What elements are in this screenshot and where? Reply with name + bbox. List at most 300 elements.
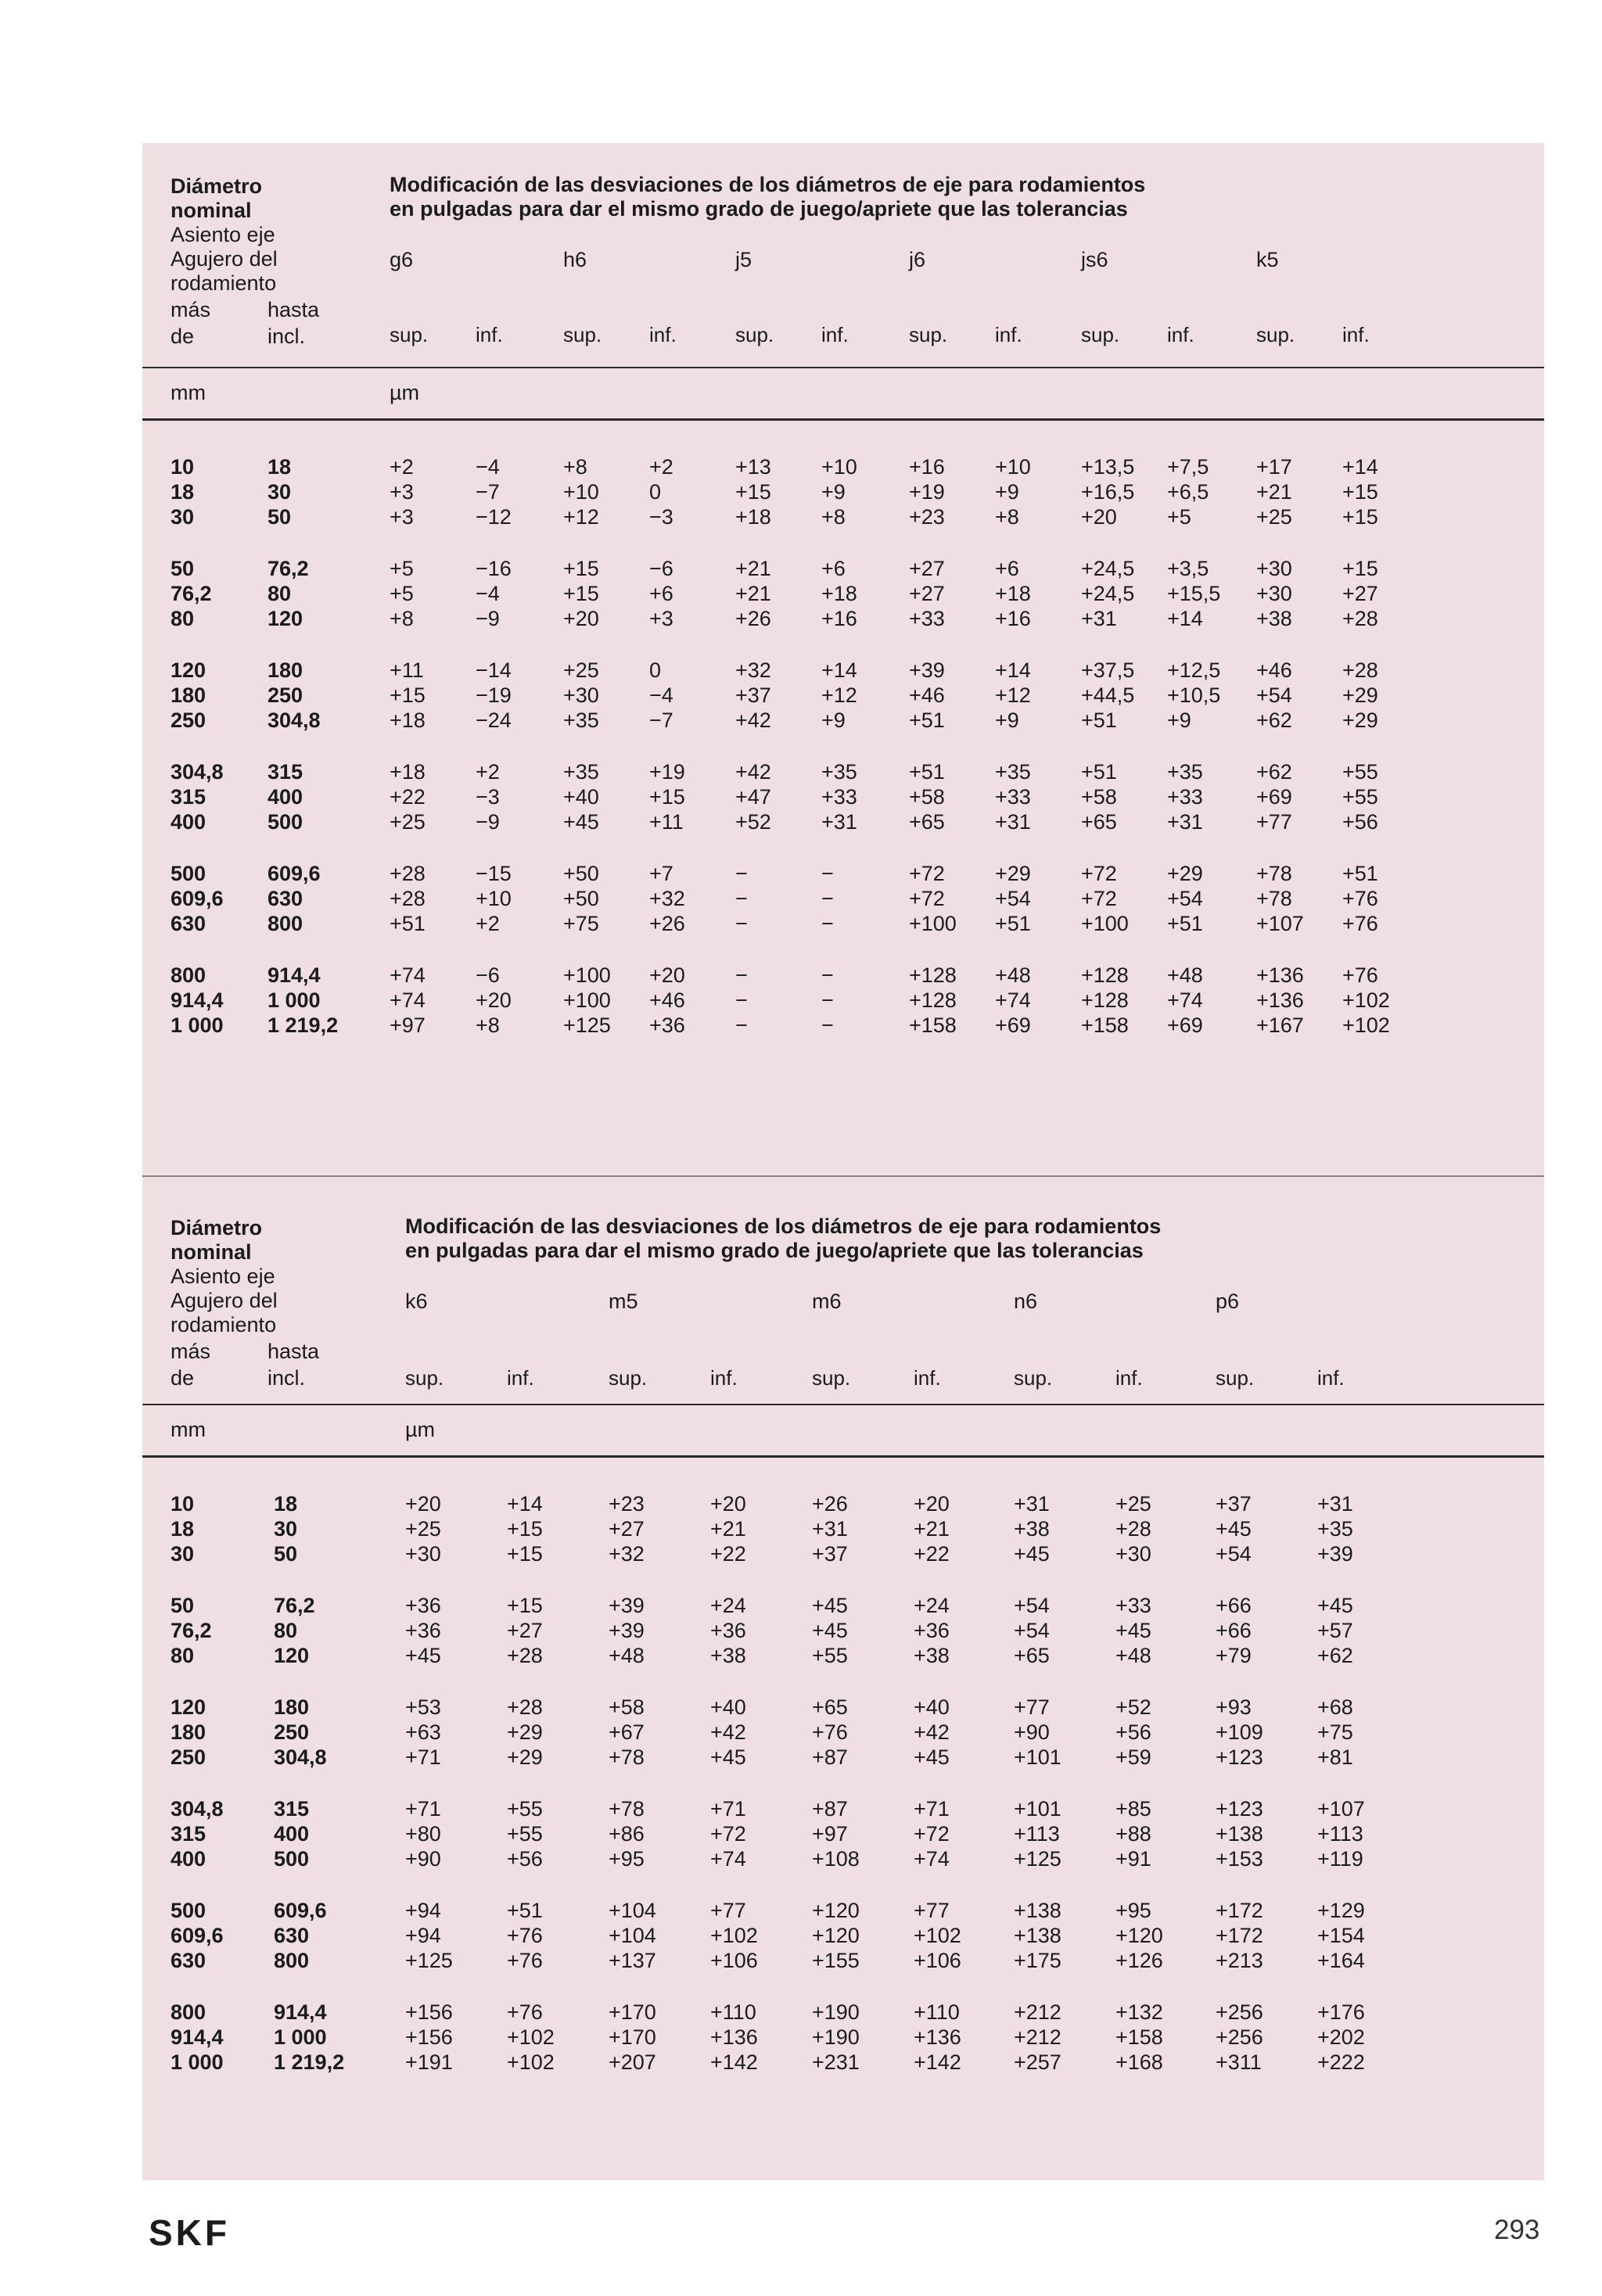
table-cell: +65 [1014, 1644, 1050, 1667]
table-cell: +21 [1256, 480, 1292, 504]
table-cell: +37,5 [1081, 658, 1135, 682]
table-cell: +86 [609, 1822, 645, 1846]
table-cell: +15 [507, 1517, 543, 1541]
table-cell: +28 [390, 862, 426, 885]
table-cell: +78 [1256, 887, 1292, 910]
diameter-to: 400 [274, 1822, 310, 1846]
column-header: sup. [609, 1366, 648, 1390]
table-cell: +213 [1216, 1949, 1263, 1972]
table-cell: +76 [1342, 912, 1378, 935]
table-cell: +87 [812, 1797, 848, 1821]
table-cell: +110 [914, 2000, 960, 2024]
column-header: inf. [649, 323, 677, 346]
table-cell: +54 [1167, 887, 1203, 910]
table-cell: +31 [812, 1517, 848, 1541]
table-cell: +53 [405, 1695, 441, 1719]
table-cell: +20 [476, 988, 512, 1012]
column-header: sup. [1216, 1366, 1255, 1390]
table-cell: +28 [390, 887, 426, 910]
grade-h6: h6 [563, 248, 587, 271]
table-cell: +164 [1317, 1949, 1365, 1972]
column-header: sup. [812, 1366, 851, 1390]
table-cell: +90 [1014, 1720, 1050, 1744]
diameter-to: 304,8 [268, 709, 321, 732]
table-cell: +45 [710, 1745, 746, 1769]
table-cell: +107 [1256, 912, 1304, 935]
table-cell: − [821, 963, 834, 987]
table-cell: − [735, 1013, 748, 1037]
table-cell: +125 [405, 1949, 453, 1972]
table-cell: +10 [995, 455, 1031, 479]
table-cell: +29 [507, 1720, 543, 1744]
table-cell: +75 [1317, 1720, 1353, 1744]
diameter-to: 120 [268, 607, 304, 630]
table-cell: +6 [649, 582, 673, 605]
table-cell: +77 [914, 1899, 950, 1922]
diameter-to: 76,2 [268, 557, 309, 580]
table-cell: +25 [405, 1517, 441, 1541]
table-cell: +72 [909, 887, 945, 910]
tolerance-table-1 [142, 143, 1544, 1175]
table-cell: +66 [1216, 1619, 1252, 1642]
table-cell: −16 [476, 557, 512, 580]
header-incl: incl. [268, 325, 306, 348]
table-cell: +71 [405, 1797, 441, 1821]
table-cell: +46 [1256, 658, 1292, 682]
diameter-from: 76,2 [171, 582, 212, 605]
column-header: sup. [735, 323, 774, 346]
table-cell: +32 [649, 887, 685, 910]
table-cell: +19 [909, 480, 945, 504]
header-de: de [171, 325, 195, 348]
table-cell: +31 [821, 810, 857, 834]
diameter-to: 250 [274, 1720, 310, 1744]
table-cell: +20 [710, 1492, 746, 1516]
table-cell: +42 [710, 1720, 746, 1744]
table-cell: +95 [1115, 1899, 1151, 1922]
table-cell: +13 [735, 455, 771, 479]
table-cell: +17 [1256, 455, 1292, 479]
table-cell: −4 [649, 683, 673, 707]
table-cell: +100 [1081, 912, 1129, 935]
table-cell: +102 [914, 1924, 961, 1947]
table-cell: +15 [563, 582, 599, 605]
table-cell: +28 [507, 1695, 543, 1719]
table-cell: +78 [1256, 862, 1292, 885]
table-cell: +129 [1317, 1899, 1365, 1922]
table-cell: +12 [563, 505, 599, 529]
table-cell: +128 [909, 963, 957, 987]
unit-mm: mm [171, 1418, 206, 1441]
table-cell: +138 [1216, 1822, 1263, 1846]
table-cell: +94 [405, 1924, 441, 1947]
table-cell: +48 [1115, 1644, 1151, 1667]
skf-logo-text: SKF [149, 2212, 230, 2251]
table-cell: +23 [909, 505, 945, 529]
table-cell: +11 [649, 810, 684, 834]
table-cell: +9 [995, 709, 1019, 732]
table-cell: +78 [609, 1797, 645, 1821]
diameter-to: 800 [274, 1949, 310, 1972]
diameter-from: 800 [171, 2000, 207, 2024]
column-header: sup. [563, 323, 602, 346]
table-cell: +6,5 [1167, 480, 1209, 504]
table-cell: +120 [1115, 1924, 1163, 1947]
table-cell: +172 [1216, 1924, 1263, 1947]
table-cell: +72 [710, 1822, 746, 1846]
table-cell: +28 [1342, 658, 1378, 682]
grade-n6: n6 [1014, 1290, 1038, 1313]
table-cell: +37 [812, 1542, 848, 1566]
table-cell: +16 [821, 607, 857, 630]
table-cell: +15 [507, 1542, 543, 1566]
table-cell: +55 [1342, 760, 1378, 784]
table-cell: +38 [914, 1644, 950, 1667]
table-cell: +16,5 [1081, 480, 1135, 504]
table-cell: +29 [1167, 862, 1203, 885]
table-cell: +87 [812, 1745, 848, 1769]
table-cell: +65 [909, 810, 945, 834]
table-cell: 0 [649, 658, 662, 682]
table-cell: +20 [405, 1492, 441, 1516]
unit-rule [142, 418, 1544, 421]
table-cell: +51 [1081, 760, 1117, 784]
header-rule [142, 1404, 1544, 1405]
table-cell: +128 [909, 988, 957, 1012]
table-cell: +79 [1216, 1644, 1252, 1667]
table-cell: +31 [1167, 810, 1203, 834]
table-cell: +55 [1342, 785, 1378, 809]
table-cell: +54 [1256, 683, 1292, 707]
table-cell: +167 [1256, 1013, 1304, 1037]
diameter-to: 76,2 [274, 1594, 315, 1617]
header-nominal: nominal [171, 1240, 252, 1264]
table-cell: +50 [563, 862, 599, 885]
table-cell: +33 [821, 785, 857, 809]
table-cell: +14 [507, 1492, 543, 1516]
table-cell: +22 [710, 1542, 746, 1566]
table-cell: +8 [390, 607, 414, 630]
diameter-to: 250 [268, 683, 304, 707]
table-cell: +68 [1317, 1695, 1353, 1719]
table-cell: +27 [909, 582, 945, 605]
table-cell: +45 [1216, 1517, 1252, 1541]
table-cell: +72 [914, 1822, 950, 1846]
table-cell: +2 [390, 455, 414, 479]
table-cell: +48 [609, 1644, 645, 1667]
table-cell: +222 [1317, 2050, 1365, 2074]
table-cell: +45 [1317, 1594, 1353, 1617]
diameter-from: 180 [171, 683, 207, 707]
column-header: sup. [390, 323, 429, 346]
diameter-to: 18 [268, 455, 292, 479]
table-cell: +51 [507, 1899, 543, 1922]
table-cell: +56 [1342, 810, 1378, 834]
table-cell: +32 [609, 1542, 645, 1566]
table-cell: +74 [390, 988, 426, 1012]
header-rodamiento: rodamiento [171, 1313, 277, 1336]
header-rule [142, 367, 1544, 368]
table-cell: +15,5 [1167, 582, 1221, 605]
diameter-to: 630 [274, 1924, 310, 1947]
table-cell: +29 [995, 862, 1031, 885]
table-cell: +191 [405, 2050, 453, 2074]
table-cell: +158 [1115, 2025, 1163, 2049]
table-cell: +40 [710, 1695, 746, 1719]
table-cell: +51 [995, 912, 1031, 935]
diameter-from: 18 [171, 480, 195, 504]
grade-js6: js6 [1081, 248, 1108, 271]
table-cell: +2 [476, 760, 500, 784]
table-cell: +66 [1216, 1594, 1252, 1617]
table-cell: +9 [995, 480, 1019, 504]
table-title-line-1: Modificación de las desviaciones de los diámetros de eje para rodamientos [405, 1214, 1162, 1238]
table-cell: −14 [476, 658, 512, 682]
diameter-from: 50 [171, 1594, 195, 1617]
table-cell: +71 [710, 1797, 746, 1821]
table-cell: +39 [1317, 1542, 1353, 1566]
diameter-to: 500 [268, 810, 304, 834]
table-cell: +142 [914, 2050, 961, 2074]
table-cell: +25 [1256, 505, 1292, 529]
diameter-to: 18 [274, 1492, 298, 1516]
table-cell: +78 [609, 1745, 645, 1769]
table-cell: +21 [735, 582, 771, 605]
table-cell: +16 [909, 455, 945, 479]
diameter-to: 400 [268, 785, 304, 809]
diameter-to: 1 219,2 [274, 2050, 345, 2074]
table-cell: +170 [609, 2025, 656, 2049]
table-cell: +35 [1167, 760, 1203, 784]
table-cell: −4 [476, 455, 500, 479]
table-cell: +69 [1256, 785, 1292, 809]
table-cell: +154 [1317, 1924, 1365, 1947]
table-cell: +51 [1167, 912, 1203, 935]
table-cell: +15 [390, 683, 426, 707]
diameter-to: 50 [274, 1542, 298, 1566]
table-cell: +31 [1317, 1492, 1353, 1516]
diameter-to: 30 [274, 1517, 298, 1541]
table-cell: +30 [1115, 1542, 1151, 1566]
table-cell: +72 [1081, 887, 1117, 910]
table-cell: +102 [1342, 1013, 1390, 1037]
diameter-to: 80 [268, 582, 292, 605]
table-cell: +168 [1115, 2050, 1163, 2074]
diameter-to: 30 [268, 480, 292, 504]
table-cell: +20 [914, 1492, 950, 1516]
table-cell: +42 [914, 1720, 950, 1744]
table-cell: +256 [1216, 2025, 1263, 2049]
column-header: inf. [710, 1366, 738, 1390]
diameter-to: 914,4 [274, 2000, 327, 2024]
diameter-to: 1 000 [274, 2025, 327, 2049]
table-cell: +8 [563, 455, 587, 479]
table-cell: +107 [1317, 1797, 1365, 1821]
table-cell: +56 [1115, 1720, 1151, 1744]
table-cell: − [735, 862, 748, 885]
table-cell: +175 [1014, 1949, 1061, 1972]
table-cell: −4 [476, 582, 500, 605]
table-cell: +33 [1167, 785, 1203, 809]
header-rodamiento: rodamiento [171, 271, 277, 295]
table-cell: +45 [563, 810, 599, 834]
tolerance-table-2 [142, 1175, 1544, 2180]
table-cell: +106 [914, 1949, 961, 1972]
table-cell: +81 [1317, 1745, 1353, 1769]
table-cell: +94 [405, 1899, 441, 1922]
table-cell: +132 [1115, 2000, 1163, 2024]
table-cell: +54 [995, 887, 1031, 910]
table-cell: +76 [1342, 963, 1378, 987]
table-cell: +62 [1256, 760, 1292, 784]
table-cell: +102 [507, 2025, 555, 2049]
table-cell: +93 [1216, 1695, 1252, 1719]
table-cell: +14 [995, 658, 1031, 682]
table-cell: +51 [1081, 709, 1117, 732]
table-cell: +46 [649, 988, 685, 1012]
diameter-from: 400 [171, 810, 207, 834]
diameter-from: 315 [171, 1822, 207, 1846]
table-cell: +156 [405, 2000, 453, 2024]
unit-rule [142, 1455, 1544, 1458]
table-cell: +7 [649, 862, 673, 885]
table-cell: +38 [1256, 607, 1292, 630]
table-cell: +58 [909, 785, 945, 809]
table-cell: +46 [909, 683, 945, 707]
diameter-to: 914,4 [268, 963, 321, 987]
header-agujero: Agujero del [171, 247, 278, 271]
table-cell: +57 [1317, 1619, 1353, 1642]
table-cell: +10 [563, 480, 599, 504]
table-cell: +56 [507, 1847, 543, 1871]
column-header: inf. [1342, 323, 1370, 346]
table-cell: +23 [609, 1492, 645, 1516]
diameter-to: 315 [274, 1797, 310, 1821]
table-cell: +15 [1342, 557, 1378, 580]
table-cell: +142 [710, 2050, 758, 2074]
diameter-from: 18 [171, 1517, 195, 1541]
table-cell: +136 [710, 2025, 758, 2049]
unit-um: µm [405, 1418, 436, 1441]
table-cell: +138 [1014, 1924, 1061, 1947]
table-cell: +202 [1317, 2025, 1365, 2049]
diameter-to: 50 [268, 505, 292, 529]
table-cell: +15 [649, 785, 685, 809]
header-mas: más [171, 1340, 211, 1363]
table-cell: +136 [1256, 988, 1304, 1012]
table-cell: +15 [1342, 480, 1378, 504]
diameter-from: 914,4 [171, 988, 224, 1012]
table-cell: +9 [821, 709, 846, 732]
table-cell: +50 [563, 887, 599, 910]
table-cell: +22 [914, 1542, 950, 1566]
table-cell: +14 [821, 658, 857, 682]
table-cell: +5 [1167, 505, 1191, 529]
table-cell: +19 [649, 760, 685, 784]
header-nominal: nominal [171, 199, 252, 222]
table-cell: +123 [1216, 1745, 1263, 1769]
grade-m6: m6 [812, 1290, 842, 1313]
diameter-to: 304,8 [274, 1745, 327, 1769]
table-cell: +10 [821, 455, 857, 479]
table-title-line-2: en pulgadas para dar el mismo grado de juego/apriete que las tolerancias [405, 1239, 1144, 1262]
table-cell: +27 [1342, 582, 1378, 605]
header-diametro: Diámetro [171, 1216, 263, 1239]
table-cell: +29 [1342, 709, 1378, 732]
table-cell: +20 [563, 607, 599, 630]
table-cell: +190 [812, 2025, 860, 2049]
table-cell: +156 [405, 2025, 453, 2049]
table-cell: +40 [563, 785, 599, 809]
table-cell: +137 [609, 1949, 656, 1972]
table-cell: +13,5 [1081, 455, 1135, 479]
table-cell: +51 [390, 912, 426, 935]
table-cell: +18 [821, 582, 857, 605]
header-hasta: hasta [268, 298, 320, 321]
header-hasta: hasta [268, 1340, 320, 1363]
table-cell: +104 [609, 1899, 656, 1922]
table-cell: +74 [390, 963, 426, 987]
table-cell: +28 [1342, 607, 1378, 630]
table-cell: +212 [1014, 2025, 1061, 2049]
table-cell: +54 [1014, 1594, 1050, 1617]
table-cell: +18 [995, 582, 1031, 605]
table-cell: +106 [710, 1949, 758, 1972]
table-cell: +24,5 [1081, 582, 1135, 605]
grade-j6: j6 [909, 248, 926, 271]
table-cell: +36 [649, 1013, 685, 1037]
table-cell: +3 [390, 480, 414, 504]
diameter-from: 250 [171, 709, 207, 732]
table-cell: +39 [609, 1594, 645, 1617]
table-cell: +14 [1167, 607, 1203, 630]
column-header: inf. [507, 1366, 534, 1390]
table-cell: +74 [710, 1847, 746, 1871]
diameter-from: 304,8 [171, 1797, 224, 1821]
table-cell: +76 [507, 2000, 543, 2024]
table-cell: +125 [1014, 1847, 1061, 1871]
table-cell: +72 [1081, 862, 1117, 885]
table-cell: +30 [1256, 582, 1292, 605]
table-cell: +76 [507, 1949, 543, 1972]
table-cell: +35 [821, 760, 857, 784]
table-cell: +5 [390, 557, 414, 580]
table-cell: +27 [909, 557, 945, 580]
table-cell: −24 [476, 709, 512, 732]
diameter-from: 80 [171, 1644, 195, 1667]
table-cell: +74 [995, 988, 1031, 1012]
header-diametro: Diámetro [171, 174, 263, 198]
table-cell: +27 [609, 1517, 645, 1541]
table-cell: +113 [1317, 1822, 1363, 1846]
table-cell: +30 [1256, 557, 1292, 580]
table-cell: +25 [1115, 1492, 1151, 1516]
table-cell: +109 [1216, 1720, 1263, 1744]
table-cell: +48 [995, 963, 1031, 987]
table-cell: +15 [507, 1594, 543, 1617]
diameter-from: 50 [171, 557, 195, 580]
table-cell: +136 [1256, 963, 1304, 987]
table-cell: +15 [1342, 505, 1378, 529]
table-cell: +33 [1115, 1594, 1151, 1617]
table-cell: +62 [1317, 1644, 1353, 1667]
column-header: sup. [405, 1366, 444, 1390]
diameter-from: 304,8 [171, 760, 224, 784]
table-cell: − [735, 912, 748, 935]
diameter-to: 500 [274, 1847, 310, 1871]
table-cell: +12 [821, 683, 857, 707]
table-cell: +207 [609, 2050, 656, 2074]
